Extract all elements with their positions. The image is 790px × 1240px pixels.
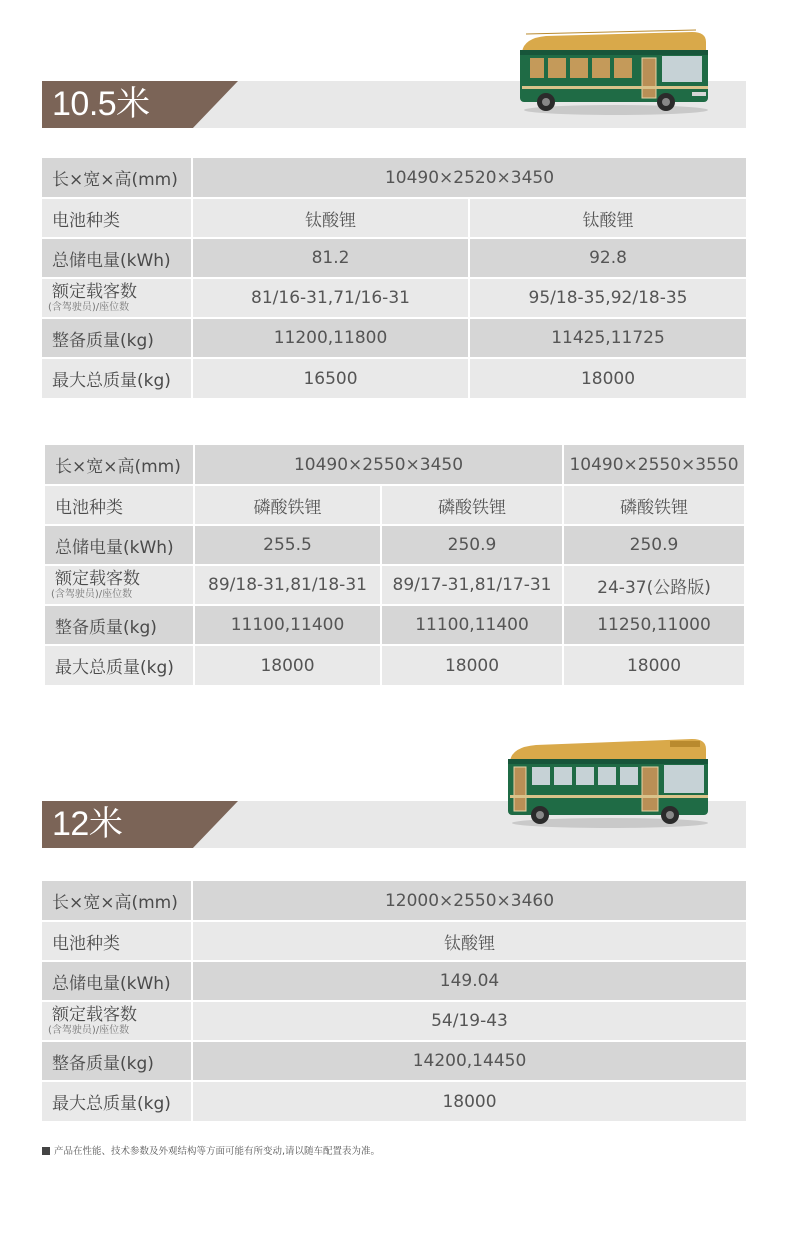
cell-value: 255.5	[194, 525, 381, 565]
row-label-sub: (含驾驶员)/座位数	[48, 302, 130, 313]
row-label-main: 额定载客数	[55, 569, 140, 589]
cell-value: 磷酸铁锂	[194, 485, 381, 525]
row-label: 最大总质量(kg)	[42, 1081, 192, 1121]
cell-value: 18000	[469, 358, 746, 398]
row-label: 长×宽×高(mm)	[42, 158, 192, 198]
row-label: 总储电量(kWh)	[42, 238, 192, 278]
table-row	[45, 445, 744, 485]
cell-value: 89/18-31,81/18-31	[194, 565, 381, 605]
table-row	[42, 1001, 746, 1041]
footnote	[42, 1143, 380, 1157]
cell-value: 钛酸锂	[192, 198, 469, 238]
row-label: 总储电量(kWh)	[45, 525, 194, 565]
cell-value: 钛酸锂	[469, 198, 746, 238]
table-row	[45, 525, 744, 565]
cell-value: 18000	[194, 645, 381, 685]
cell-value: 54/19-43	[192, 1001, 746, 1041]
cell-value: 81.2	[192, 238, 469, 278]
row-label: 整备质量(kg)	[42, 318, 192, 358]
table-row	[45, 485, 744, 525]
table-row	[42, 881, 746, 921]
row-label: 长×宽×高(mm)	[45, 445, 194, 485]
table-row	[42, 961, 746, 1001]
table-row	[45, 565, 744, 605]
row-label	[45, 565, 194, 605]
footnote-text: 产品在性能、技术参数及外观结构等方面可能有所变动,请以随车配置表为准。	[54, 1146, 381, 1157]
cell-value: 24-37(公路版)	[563, 565, 744, 605]
badge-text: 10.5米	[52, 85, 150, 123]
cell-value: 12000×2550×3460	[192, 881, 746, 921]
cell-value: 10490×2520×3450	[192, 158, 746, 198]
cell-value: 11100,11400	[194, 605, 381, 645]
table-row	[42, 318, 746, 358]
cell-value: 95/18-35,92/18-35	[469, 278, 746, 318]
bus-illustration	[516, 28, 712, 118]
row-label: 总储电量(kWh)	[42, 961, 192, 1001]
cell-value: 92.8	[469, 238, 746, 278]
table-row	[42, 1081, 746, 1121]
row-label	[42, 278, 192, 318]
table-row	[45, 605, 744, 645]
table-row	[42, 1041, 746, 1081]
row-label: 电池种类	[45, 485, 194, 525]
cell-value: 钛酸锂	[192, 921, 746, 961]
cell-value: 磷酸铁锂	[381, 485, 563, 525]
length-badge	[42, 801, 238, 848]
table-row	[42, 921, 746, 961]
cell-value: 149.04	[192, 961, 746, 1001]
spec-table-10-5m-titanate	[42, 158, 746, 398]
table-row	[42, 198, 746, 238]
cell-value: 11100,11400	[381, 605, 563, 645]
cell-value: 18000	[381, 645, 563, 685]
row-label: 整备质量(kg)	[45, 605, 194, 645]
table-row	[42, 158, 746, 198]
cell-value: 89/17-31,81/17-31	[381, 565, 563, 605]
row-label-main: 额定载客数	[52, 1005, 137, 1025]
cell-value: 11425,11725	[469, 318, 746, 358]
cell-value: 14200,14450	[192, 1041, 746, 1081]
row-label: 电池种类	[42, 921, 192, 961]
badge-text: 12米	[52, 805, 123, 843]
cell-value: 磷酸铁锂	[563, 485, 744, 525]
cell-value: 10490×2550×3550	[563, 445, 744, 485]
row-label: 最大总质量(kg)	[45, 645, 194, 685]
footnote-square-icon	[42, 1147, 50, 1155]
cell-value: 11250,11000	[563, 605, 744, 645]
cell-value: 10490×2550×3450	[194, 445, 563, 485]
row-label-sub: (含驾驶员)/座位数	[51, 589, 133, 600]
row-label: 最大总质量(kg)	[42, 358, 192, 398]
row-label-main: 额定载客数	[52, 282, 137, 302]
table-row	[45, 645, 744, 685]
cell-value: 16500	[192, 358, 469, 398]
cell-value: 250.9	[381, 525, 563, 565]
row-label-sub: (含驾驶员)/座位数	[48, 1025, 130, 1036]
length-badge	[42, 81, 238, 128]
table-row	[42, 358, 746, 398]
table-row	[42, 238, 746, 278]
row-label: 整备质量(kg)	[42, 1041, 192, 1081]
spec-table-10-5m-lfp	[45, 445, 744, 685]
cell-value: 18000	[192, 1081, 746, 1121]
spec-table-12m	[42, 881, 746, 1121]
cell-value: 18000	[563, 645, 744, 685]
bus-illustration	[506, 735, 714, 831]
table-row	[42, 278, 746, 318]
cell-value: 250.9	[563, 525, 744, 565]
row-label	[42, 1001, 192, 1041]
cell-value: 11200,11800	[192, 318, 469, 358]
row-label: 长×宽×高(mm)	[42, 881, 192, 921]
cell-value: 81/16-31,71/16-31	[192, 278, 469, 318]
row-label: 电池种类	[42, 198, 192, 238]
